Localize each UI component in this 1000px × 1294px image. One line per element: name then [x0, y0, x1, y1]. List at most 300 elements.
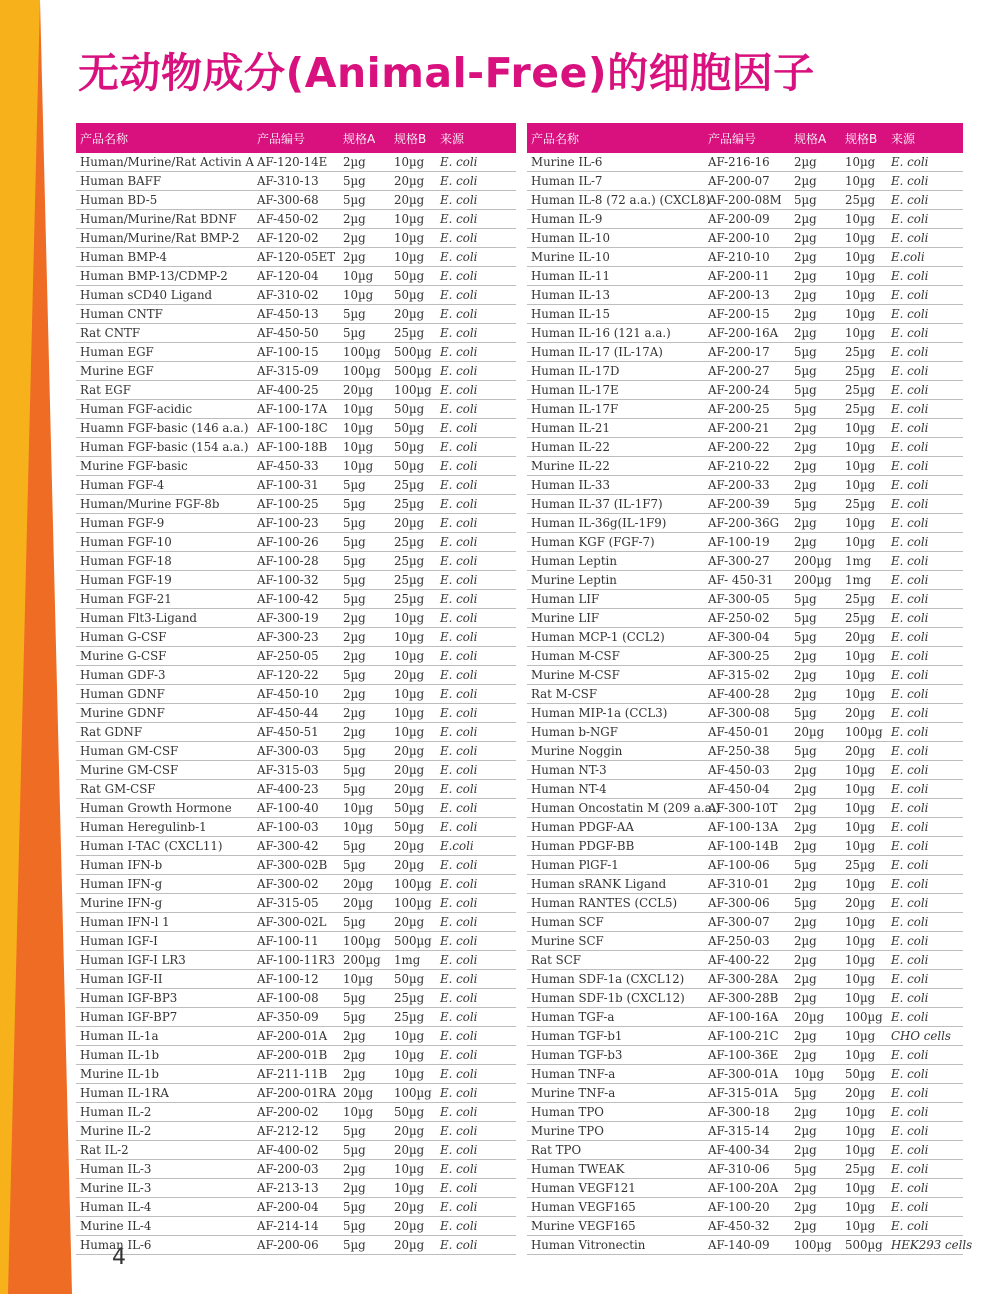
cell-size-b: 25µg [390, 476, 436, 495]
cell-size-b: 20µg [841, 894, 887, 913]
cell-source: CHO cells [887, 1027, 963, 1046]
cell-source: E. coli [887, 723, 963, 742]
cell-source: E. coli [436, 191, 516, 210]
cell-source: E. coli [887, 324, 963, 343]
table-row [527, 837, 963, 856]
cell-product-code: AF-200-24 [704, 381, 790, 400]
cell-product-name: Human TWEAK [527, 1160, 704, 1179]
cell-size-b: 500µg [841, 1236, 887, 1255]
cell-size-b: 20µg [390, 837, 436, 856]
cell-product-name: Human IGF-I LR3 [76, 951, 253, 970]
cell-product-name: Rat TPO [527, 1141, 704, 1160]
cell-product-code: AF-100-17A [253, 400, 339, 419]
cell-product-name: Human IGF-I [76, 932, 253, 951]
cell-product-name: Human VEGF165 [527, 1198, 704, 1217]
cell-size-a: 2µg [339, 609, 390, 628]
cell-size-b: 10µg [841, 248, 887, 267]
cell-size-a: 5µg [339, 989, 390, 1008]
cell-size-a: 5µg [790, 381, 841, 400]
cell-size-a: 2µg [790, 837, 841, 856]
cell-product-name: Murine TNF-a [527, 1084, 704, 1103]
header-product-code: 产品编号 [704, 123, 790, 153]
cell-source: E. coli [436, 172, 516, 191]
cell-product-code: AF-200-13 [704, 286, 790, 305]
header-size-a: 规格A [790, 123, 841, 153]
table-row [527, 799, 963, 818]
cell-size-b: 10µg [841, 1122, 887, 1141]
cell-product-code: AF-100-11R3 [253, 951, 339, 970]
cell-size-a: 5µg [790, 590, 841, 609]
cell-product-code: AF-100-26 [253, 533, 339, 552]
cell-size-a: 5µg [339, 761, 390, 780]
cell-product-code: AF-100-14B [704, 837, 790, 856]
table-row [527, 1217, 963, 1236]
cell-product-code: AF-100-12 [253, 970, 339, 989]
table-row [76, 1160, 516, 1179]
cell-product-code: AF-450-13 [253, 305, 339, 324]
cell-size-b: 10µg [841, 419, 887, 438]
cell-size-a: 2µg [790, 248, 841, 267]
product-table-left [76, 123, 516, 1255]
cell-size-b: 10µg [390, 210, 436, 229]
cell-size-b: 20µg [390, 514, 436, 533]
cell-size-b: 10µg [841, 172, 887, 191]
table-row [527, 1236, 963, 1255]
cell-size-b: 10µg [841, 1141, 887, 1160]
cell-size-b: 10µg [841, 913, 887, 932]
cell-size-a: 2µg [790, 818, 841, 837]
cell-product-name: Murine EGF [76, 362, 253, 381]
cell-size-b: 25µg [841, 1160, 887, 1179]
table-header-row [76, 123, 516, 153]
cell-size-a: 5µg [339, 305, 390, 324]
cell-product-code: AF-100-36E [704, 1046, 790, 1065]
header-product-name: 产品名称 [527, 123, 704, 153]
cell-source: E. coli [436, 799, 516, 818]
cell-size-a: 2µg [790, 514, 841, 533]
cell-product-code: AF-450-01 [704, 723, 790, 742]
cell-size-a: 2µg [339, 647, 390, 666]
cell-product-code: AF-315-01A [704, 1084, 790, 1103]
table-row [76, 856, 516, 875]
cell-source: E. coli [436, 590, 516, 609]
cell-product-name: Murine IL-1b [76, 1065, 253, 1084]
cell-size-b: 10µg [841, 780, 887, 799]
table-row [527, 1103, 963, 1122]
cell-source: E. coli [887, 780, 963, 799]
cell-source: E. coli [436, 267, 516, 286]
cell-size-b: 20µg [841, 1084, 887, 1103]
cell-product-name: Human IL-17E [527, 381, 704, 400]
cell-product-name: Human BAFF [76, 172, 253, 191]
cell-source: E. coli [436, 723, 516, 742]
cell-source: E. coli [887, 419, 963, 438]
cell-source: E. coli [887, 932, 963, 951]
cell-product-name: Murine GDNF [76, 704, 253, 723]
cell-source: E. coli [887, 343, 963, 362]
cell-size-a: 2µg [339, 723, 390, 742]
cell-size-b: 10µg [841, 1217, 887, 1236]
cell-product-name: Rat GM-CSF [76, 780, 253, 799]
cell-product-name: Rat SCF [527, 951, 704, 970]
table-row [527, 381, 963, 400]
cell-product-name: Human MIP-1a (CCL3) [527, 704, 704, 723]
cell-size-b: 10µg [390, 153, 436, 172]
cell-source: E. coli [887, 875, 963, 894]
cell-size-b: 25µg [841, 343, 887, 362]
cell-size-b: 10µg [841, 1027, 887, 1046]
cell-product-code: AF-140-09 [704, 1236, 790, 1255]
cell-product-name: Human TGF-b3 [527, 1046, 704, 1065]
table-row [527, 1179, 963, 1198]
cell-size-a: 2µg [339, 1065, 390, 1084]
table-row [76, 685, 516, 704]
cell-source: E. coli [436, 153, 516, 172]
table-row [527, 723, 963, 742]
table-row [76, 552, 516, 571]
cell-size-a: 2µg [790, 533, 841, 552]
cell-size-b: 25µg [390, 590, 436, 609]
cell-product-code: AF-200-33 [704, 476, 790, 495]
cell-product-name: Murine IL-6 [527, 153, 704, 172]
cell-product-code: AF-300-19 [253, 609, 339, 628]
table-row [527, 1141, 963, 1160]
cell-product-name: Human IL-16 (121 a.a.) [527, 324, 704, 343]
cell-size-a: 2µg [790, 1027, 841, 1046]
table-row [527, 704, 963, 723]
cell-product-name: Human sRANK Ligand [527, 875, 704, 894]
cell-product-name: Human LIF [527, 590, 704, 609]
cell-size-a: 5µg [339, 1122, 390, 1141]
cell-product-name: Human GDNF [76, 685, 253, 704]
cell-product-name: Human I-TAC (CXCL11) [76, 837, 253, 856]
cell-size-a: 5µg [790, 856, 841, 875]
table-row [76, 799, 516, 818]
cell-product-code: AF-300-18 [704, 1103, 790, 1122]
cell-product-code: AF-200-11 [704, 267, 790, 286]
table-row [76, 514, 516, 533]
cell-size-b: 20µg [390, 780, 436, 799]
cell-product-name: Human BMP-4 [76, 248, 253, 267]
table-row [527, 989, 963, 1008]
cell-size-b: 25µg [390, 571, 436, 590]
cell-size-b: 50µg [390, 970, 436, 989]
cell-size-a: 2µg [339, 210, 390, 229]
cell-product-name: Human RANTES (CCL5) [527, 894, 704, 913]
cell-source: E. coli [887, 951, 963, 970]
table-row [76, 248, 516, 267]
table-row [76, 1008, 516, 1027]
cell-source: E. coli [887, 1103, 963, 1122]
cell-size-a: 5µg [790, 191, 841, 210]
cell-size-b: 10µg [390, 609, 436, 628]
cell-product-code: AF-400-02 [253, 1141, 339, 1160]
cell-product-code: AF-250-02 [704, 609, 790, 628]
cell-product-name: Human IL-1RA [76, 1084, 253, 1103]
cell-size-b: 25µg [390, 324, 436, 343]
cell-product-code: AF-210-10 [704, 248, 790, 267]
table-row [527, 457, 963, 476]
cell-size-b: 10µg [390, 1027, 436, 1046]
cell-source: E. coli [887, 571, 963, 590]
cell-size-a: 2µg [790, 932, 841, 951]
table-row [527, 685, 963, 704]
cell-product-code: AF-300-02 [253, 875, 339, 894]
header-size-b: 规格B [841, 123, 887, 153]
table-row [527, 856, 963, 875]
cell-product-code: AF-450-10 [253, 685, 339, 704]
cell-size-b: 10µg [390, 229, 436, 248]
table-row [527, 818, 963, 837]
cell-product-name: Murine FGF-basic [76, 457, 253, 476]
cell-source: E. coli [887, 533, 963, 552]
table-row [76, 647, 516, 666]
cell-product-name: Human IL-9 [527, 210, 704, 229]
cell-size-b: 25µg [390, 552, 436, 571]
cell-size-a: 2µg [339, 229, 390, 248]
cell-product-code: AF-100-13A [704, 818, 790, 837]
cell-source: E. coli [436, 343, 516, 362]
cell-product-code: AF-450-03 [704, 761, 790, 780]
cell-size-b: 25µg [841, 609, 887, 628]
cell-product-code: AF-350-09 [253, 1008, 339, 1027]
product-table-right [527, 123, 973, 1255]
table-row [527, 153, 963, 172]
cell-size-b: 10µg [390, 647, 436, 666]
cell-source: E. coli [436, 1122, 516, 1141]
cell-product-code: AF-200-10 [704, 229, 790, 248]
cell-size-a: 2µg [339, 1179, 390, 1198]
cell-product-code: AF-213-13 [253, 1179, 339, 1198]
cell-product-name: Murine M-CSF [527, 666, 704, 685]
header-product-name: 产品名称 [76, 123, 253, 153]
cell-product-name: Human IFN-b [76, 856, 253, 875]
cell-size-b: 25µg [390, 533, 436, 552]
cell-product-code: AF-300-68 [253, 191, 339, 210]
product-table-right-body [527, 153, 973, 1255]
cell-size-a: 100µg [339, 362, 390, 381]
cell-source: E. coli [887, 362, 963, 381]
cell-product-name: Human IL-17 (IL-17A) [527, 343, 704, 362]
table-row [76, 362, 516, 381]
cell-product-code: AF-250-03 [704, 932, 790, 951]
cell-source: E. coli [887, 1198, 963, 1217]
cell-size-b: 25µg [390, 1008, 436, 1027]
cell-size-a: 10µg [339, 419, 390, 438]
cell-product-code: AF-100-31 [253, 476, 339, 495]
cell-size-a: 5µg [339, 913, 390, 932]
cell-source: E.coli [887, 248, 963, 267]
cell-size-a: 2µg [790, 1217, 841, 1236]
cell-source: E. coli [436, 1008, 516, 1027]
cell-size-b: 50µg [390, 400, 436, 419]
cell-size-b: 20µg [841, 742, 887, 761]
cell-size-a: 200µg [790, 552, 841, 571]
cell-product-name: Human MCP-1 (CCL2) [527, 628, 704, 647]
cell-product-code: AF-400-23 [253, 780, 339, 799]
cell-product-name: Human/Murine/Rat BDNF [76, 210, 253, 229]
cell-size-b: 25µg [841, 590, 887, 609]
cell-size-a: 5µg [339, 1008, 390, 1027]
cell-product-code: AF-100-20A [704, 1179, 790, 1198]
cell-source: E. coli [436, 457, 516, 476]
cell-product-name: Human SCF [527, 913, 704, 932]
cell-product-code: AF-210-22 [704, 457, 790, 476]
cell-size-b: 20µg [390, 742, 436, 761]
cell-source: E. coli [887, 153, 963, 172]
cell-source: E. coli [887, 476, 963, 495]
cell-product-code: AF-300-25 [704, 647, 790, 666]
cell-product-name: Human FGF-acidic [76, 400, 253, 419]
cell-product-name: Murine LIF [527, 609, 704, 628]
cell-size-b: 10µg [390, 1179, 436, 1198]
cell-product-name: Human GM-CSF [76, 742, 253, 761]
cell-size-b: 500µg [390, 362, 436, 381]
cell-source: E. coli [436, 1179, 516, 1198]
cell-size-a: 2µg [790, 1103, 841, 1122]
cell-product-name: Human IL-7 [527, 172, 704, 191]
cell-size-b: 10µg [390, 723, 436, 742]
cell-source: E. coli [436, 495, 516, 514]
table-row [527, 1122, 963, 1141]
cell-product-code: AF-100-18C [253, 419, 339, 438]
cell-size-a: 10µg [339, 818, 390, 837]
cell-product-code: AF-200-02 [253, 1103, 339, 1122]
table-row [76, 286, 516, 305]
cell-size-b: 10µg [841, 666, 887, 685]
cell-size-b: 10µg [841, 761, 887, 780]
cell-size-a: 5µg [339, 1141, 390, 1160]
cell-source: E. coli [436, 1103, 516, 1122]
cell-size-b: 10µg [841, 153, 887, 172]
header-source: 来源 [436, 123, 516, 153]
cell-product-code: AF-120-14E [253, 153, 339, 172]
cell-size-a: 20µg [790, 723, 841, 742]
cell-size-a: 2µg [339, 1027, 390, 1046]
cell-product-name: Human BMP-13/CDMP-2 [76, 267, 253, 286]
cell-source: E. coli [436, 381, 516, 400]
cell-source: E. coli [887, 894, 963, 913]
table-row [76, 837, 516, 856]
cell-size-b: 10µg [841, 533, 887, 552]
cell-size-a: 10µg [339, 400, 390, 419]
cell-size-b: 100µg [841, 1008, 887, 1027]
cell-source: E. coli [887, 666, 963, 685]
cell-product-name: Human IGF-BP3 [76, 989, 253, 1008]
cell-product-name: Human KGF (FGF-7) [527, 533, 704, 552]
table-row [527, 476, 963, 495]
table-row [527, 286, 963, 305]
cell-product-name: Human IL-3 [76, 1160, 253, 1179]
cell-product-code: AF-100-11 [253, 932, 339, 951]
cell-product-code: AF-450-51 [253, 723, 339, 742]
cell-source: E. coli [887, 628, 963, 647]
cell-size-a: 5µg [790, 1160, 841, 1179]
cell-size-a: 10µg [339, 799, 390, 818]
table-row [76, 400, 516, 419]
table-row [76, 495, 516, 514]
cell-source: E. coli [436, 1198, 516, 1217]
cell-source: E. coli [436, 419, 516, 438]
cell-source: E. coli [887, 761, 963, 780]
cell-size-b: 10µg [841, 210, 887, 229]
cell-source: E. coli [436, 1046, 516, 1065]
table-header-row [527, 123, 963, 153]
cell-size-a: 5µg [790, 742, 841, 761]
cell-size-a: 2µg [790, 1122, 841, 1141]
cell-product-name: Murine IL-4 [76, 1217, 253, 1236]
cell-source: E. coli [887, 191, 963, 210]
cell-source: E. coli [887, 1008, 963, 1027]
cell-size-b: 10µg [390, 704, 436, 723]
cell-source: E. coli [887, 590, 963, 609]
table-row [527, 970, 963, 989]
cell-source: E. coli [436, 1236, 516, 1255]
cell-size-b: 25µg [841, 856, 887, 875]
cell-source: E. coli [887, 818, 963, 837]
cell-product-code: AF-315-14 [704, 1122, 790, 1141]
cell-product-name: Murine VEGF165 [527, 1217, 704, 1236]
cell-source: E. coli [887, 438, 963, 457]
cell-size-a: 2µg [790, 1198, 841, 1217]
cell-size-b: 20µg [390, 1122, 436, 1141]
cell-product-code: AF-100-20 [704, 1198, 790, 1217]
cell-source: E. coli [436, 514, 516, 533]
cell-source: E. coli [436, 1027, 516, 1046]
cell-product-code: AF-200-01RA [253, 1084, 339, 1103]
cell-size-b: 25µg [390, 989, 436, 1008]
page-number: 4 [112, 1245, 126, 1270]
cell-size-a: 10µg [339, 267, 390, 286]
cell-product-name: Human TGF-a [527, 1008, 704, 1027]
cell-size-b: 100µg [390, 875, 436, 894]
cell-product-code: AF-310-13 [253, 172, 339, 191]
cell-product-name: Human IL-17D [527, 362, 704, 381]
cell-size-b: 50µg [390, 267, 436, 286]
cell-product-code: AF-200-27 [704, 362, 790, 381]
page-title: 无动物成分(Animal-Free)的细胞因子 [78, 49, 815, 97]
cell-size-b: 10µg [841, 305, 887, 324]
cell-size-a: 5µg [339, 666, 390, 685]
cell-product-name: Human M-CSF [527, 647, 704, 666]
cell-size-a: 5µg [790, 495, 841, 514]
table-row [527, 495, 963, 514]
table-row [76, 1065, 516, 1084]
cell-product-name: Human IL-2 [76, 1103, 253, 1122]
cell-size-b: 20µg [390, 1141, 436, 1160]
cell-product-code: AF-200-06 [253, 1236, 339, 1255]
cell-product-name: Human GDF-3 [76, 666, 253, 685]
cell-product-code: AF-300-28B [704, 989, 790, 1008]
cell-product-name: Murine IL-2 [76, 1122, 253, 1141]
cell-size-b: 50µg [390, 1103, 436, 1122]
cell-product-code: AF-400-34 [704, 1141, 790, 1160]
cell-product-code: AF-200-04 [253, 1198, 339, 1217]
cell-size-b: 10µg [841, 476, 887, 495]
cell-product-name: Human FGF-basic (154 a.a.) [76, 438, 253, 457]
cell-size-b: 25µg [841, 400, 887, 419]
cell-product-code: AF-300-06 [704, 894, 790, 913]
cell-size-a: 5µg [790, 343, 841, 362]
cell-size-a: 2µg [790, 1141, 841, 1160]
cell-size-a: 2µg [339, 1046, 390, 1065]
cell-product-code: AF-250-05 [253, 647, 339, 666]
cell-size-a: 5µg [339, 172, 390, 191]
cell-source: HEK293 cells [887, 1236, 963, 1255]
cell-source: E. coli [887, 1160, 963, 1179]
cell-size-b: 100µg [841, 723, 887, 742]
table-row [76, 628, 516, 647]
